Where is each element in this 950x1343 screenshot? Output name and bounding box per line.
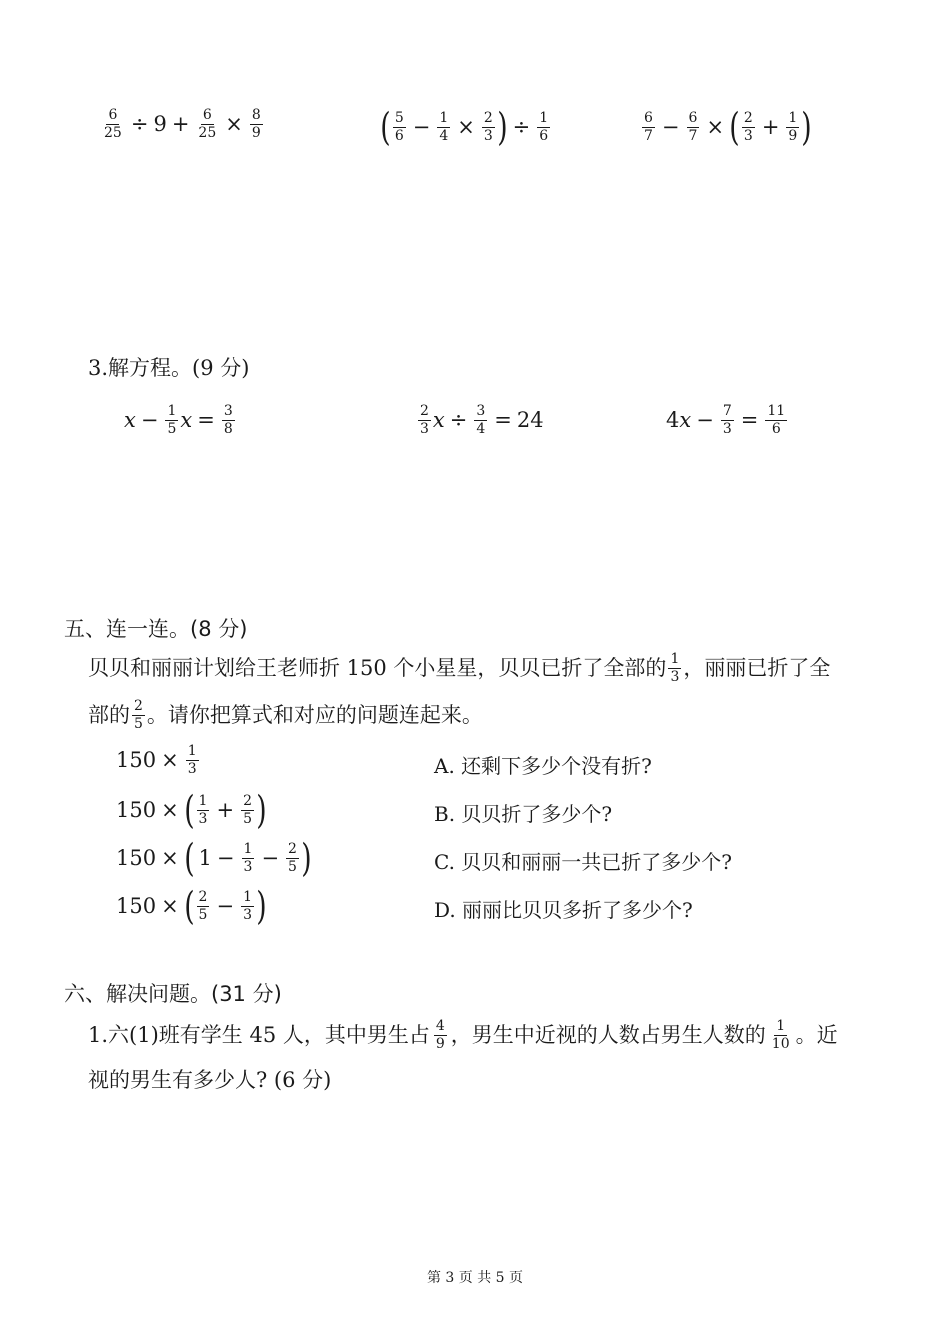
fraction: $\frac{1}{3}$: [187, 743, 197, 777]
calc-expression-3: $\frac{6}{7}$ − $\frac{6}{7}$ × ( $\frac{2}{3}$ + $\frac{1}{9}$ ): [644, 105, 812, 149]
equation-3: 4 x − $\frac{7}{3}$ = $\frac{11}{6}$: [666, 403, 786, 437]
match-left-1[interactable]: 150 × $\frac{1}{3}$: [116, 743, 197, 777]
calc-expression-2: ( $\frac{5}{6}$ − $\frac{1}{4}$ × $\frac{2}{3}$ ) ÷ $\frac{1}{6}$: [380, 105, 549, 149]
fraction: $\frac{5}{6}$: [394, 109, 404, 144]
fraction: $\frac{1}{4}$: [439, 109, 449, 144]
question-1-line-1: 1.六(1)班有学生 45 人，其中男生占 $\frac{4}{9}$ ，男生中近视的人数占男生人数的 $\frac{1}{10}$ 。近: [88, 1017, 838, 1052]
fraction: $\frac{4}{9}$: [435, 1017, 445, 1052]
fraction: $\frac{6}{7}$: [688, 109, 698, 144]
intro-line-2: 部的 $\frac{2}{5}$ 。请你把算式和对应的问题连起来。: [88, 697, 483, 732]
question-1-line-2: 视的男生有多少人? (6 分): [88, 1068, 332, 1092]
equation-2: $\frac{2}{3}$ x ÷ $\frac{3}{4}$ = 24: [420, 403, 544, 437]
question-1: [88, 1012, 898, 1102]
fraction: $\frac{2}{5}$: [288, 840, 297, 875]
fraction: $\frac{6}{25}$: [198, 107, 217, 141]
fraction: $\frac{3}{4}$: [476, 403, 486, 437]
section-5-title: 五、连一连。(8 分): [64, 617, 248, 641]
fraction: $\frac{2}{3}$: [743, 109, 753, 144]
section-6-title: 六、解决问题。(31 分): [64, 982, 282, 1006]
fraction: $\frac{2}{3}$: [483, 109, 493, 144]
fraction: $\frac{6}{25}$: [104, 107, 122, 141]
fraction: $\frac{8}{9}$: [251, 107, 261, 141]
fraction: $\frac{1}{3}$: [670, 650, 680, 685]
page-footer: 第 3 页 共 5 页: [426, 1270, 524, 1286]
fraction: $\frac{7}{3}$: [722, 403, 732, 437]
fraction: $\frac{6}{7}$: [644, 109, 653, 144]
match-left-4[interactable]: 150 × ( $\frac{2}{5}$ − $\frac{1}{3}$ ): [116, 884, 267, 928]
equation-1: x − $\frac{1}{5}$ x = $\frac{3}{8}$: [124, 403, 233, 437]
fraction: $\frac{3}{8}$: [223, 403, 233, 437]
intro-line-1: 贝贝和丽丽计划给王老师折 150 个小星星，贝贝已折了全部的 $\frac{1}{3}$ ，丽丽已折了全: [88, 650, 831, 685]
fraction: $\frac{1}{6}$: [539, 109, 549, 144]
fraction: $\frac{1}{3}$: [198, 792, 208, 827]
section-5-intro: [88, 646, 898, 740]
match-option-b[interactable]: B. 贝贝折了多少个?: [434, 802, 613, 826]
match-option-c[interactable]: C. 贝贝和丽丽一共已折了多少个?: [434, 850, 733, 874]
fraction: $\frac{1}{9}$: [788, 109, 798, 144]
fraction: $\frac{2}{5}$: [134, 697, 143, 732]
match-left-3[interactable]: 150 × ( 1 − $\frac{1}{3}$ − $\frac{2}{5}$ ): [116, 836, 312, 880]
match-option-a[interactable]: A. 还剩下多少个没有折?: [434, 754, 652, 778]
fraction: $\frac{1}{3}$: [243, 840, 253, 875]
fraction: $\frac{2}{5}$: [198, 888, 208, 923]
match-option-d[interactable]: D. 丽丽比贝贝多折了多少个?: [434, 898, 693, 922]
match-left-2[interactable]: 150 × ( $\frac{1}{3}$ + $\frac{2}{5}$ ): [116, 788, 267, 832]
fraction: $\frac{2}{5}$: [243, 792, 252, 827]
fraction: $\frac{1}{3}$: [243, 888, 252, 923]
section-3-title: 3.解方程。(9 分): [88, 356, 250, 380]
fraction: $\frac{1}{5}$: [167, 403, 177, 437]
calc-expression-1: $\frac{6}{25}$ ÷ 9 + $\frac{6}{25}$ × $\frac{8}{9}$: [104, 107, 261, 141]
fraction: $\frac{2}{3}$: [420, 403, 429, 437]
fraction: $\frac{11}{6}$: [767, 403, 786, 437]
fraction: $\frac{1}{10}$: [771, 1017, 790, 1052]
